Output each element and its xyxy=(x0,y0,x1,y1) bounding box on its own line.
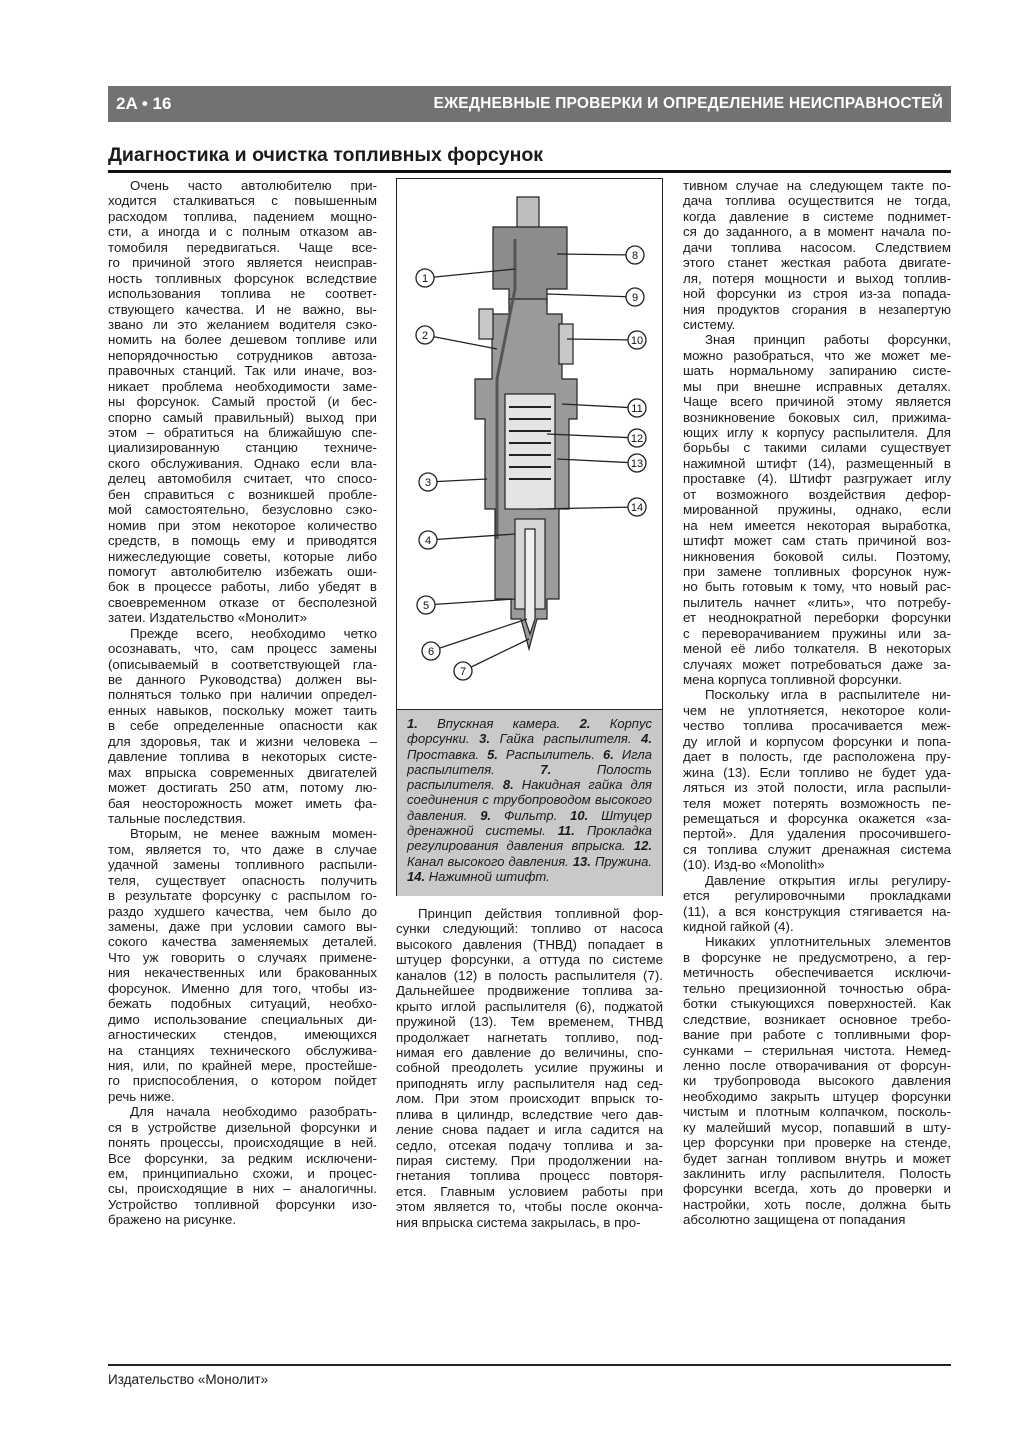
callout-number: 9 xyxy=(631,292,639,304)
caption-item xyxy=(407,716,580,731)
text-line: заклинить иглу распылителя. Полость xyxy=(683,1166,951,1181)
callout-number: 14 xyxy=(630,502,644,514)
text-line: понять процессы, происходящие в ней. xyxy=(108,1135,377,1151)
text-line: в результате форсунку с распылом го- xyxy=(108,888,377,904)
article-title: Диагностика и очистка топливных форсунок xyxy=(108,144,544,166)
paragraph xyxy=(108,626,377,827)
text-line: сти, а иногда и с полным отказом ав- xyxy=(108,224,377,240)
text-line: чество топлива просачивается меж- xyxy=(683,718,951,734)
caption-text: Впускная камера. xyxy=(437,716,561,731)
text-line: помогут автолюбителю избежать оши- xyxy=(108,563,377,579)
caption-text: Гайка распылителя. xyxy=(499,731,632,747)
text-line: метичность обеспечивается исключи- xyxy=(683,965,951,981)
text-line: на станциях технического обслужива- xyxy=(108,1042,377,1058)
text-line: никновения боковой силы. Поэтому, xyxy=(683,548,951,564)
leader-line xyxy=(557,254,635,255)
text-line: енных навыков, поскольку может таить xyxy=(108,702,377,718)
text-line: никает проблема необходимости заме- xyxy=(108,378,377,394)
text-line: в форсунке не предусмотрено, а гер- xyxy=(683,949,951,965)
text-line: форсунки всегда, хоть до проверки и xyxy=(683,1181,951,1197)
text-line: Для начала необходимо разобрать- xyxy=(130,1104,377,1120)
leader-line xyxy=(431,619,527,651)
caption-number: 11. xyxy=(557,823,575,839)
caption-item xyxy=(573,854,652,869)
text-line: ленно после отворачивания от форсун- xyxy=(683,1057,951,1073)
text-line: ление снова падает и игла садится на xyxy=(396,1122,663,1138)
text-column-1 xyxy=(108,178,377,1228)
text-line: ку малейший мусор, попавший в шту- xyxy=(683,1119,951,1135)
text-line: расходом топлива, падением мощно- xyxy=(108,208,377,224)
text-line: с переворачиванием пружины или за- xyxy=(683,625,951,641)
callout-number: 13 xyxy=(630,458,644,470)
text-line: замены, даже при условии самого вы- xyxy=(108,919,377,934)
text-line: ния, или, по крайней мере, простейше- xyxy=(108,1057,377,1073)
text-line: может достигать 250 атм, потому лю- xyxy=(108,780,377,796)
caption-number: 8. xyxy=(502,777,514,793)
text-line: ется регулировочными прокладками xyxy=(683,888,951,904)
caption-text: Игла распылителя. xyxy=(407,746,652,777)
text-line: можно разобраться, что же может ме- xyxy=(683,347,951,363)
running-header xyxy=(108,86,951,122)
caption-number: 3. xyxy=(479,731,490,747)
text-line: для здоровья, так и жизни человека – xyxy=(108,733,377,749)
text-line: чистым и плотным колпачком, посколь- xyxy=(683,1104,951,1120)
caption-item xyxy=(407,869,550,884)
text-line: тельно прецизионной точностью обра- xyxy=(683,980,951,996)
text-line: ремещаться и форсунка окажется «за- xyxy=(683,810,951,826)
text-line: тальные последствия. xyxy=(108,810,247,826)
footer-publisher: Издательство «Монолит» xyxy=(108,1372,269,1387)
caption-number: 12. xyxy=(633,838,652,854)
text-line: мированной пружины, однако, если xyxy=(683,502,951,518)
text-line: форсунок. Именно для того, чтобы из- xyxy=(108,980,377,996)
text-line: ся топлива служит дренажная система xyxy=(683,841,951,857)
text-line: собной преодолеть усилие пружины и xyxy=(396,1060,663,1076)
caption-item xyxy=(480,808,570,823)
text-line: будет загнан топливом внутрь и может xyxy=(683,1150,951,1166)
caption-number: 10. xyxy=(570,807,589,823)
text-line: пружиной (13). Тем временем, ТНВД xyxy=(396,1014,663,1030)
text-line: ния впрыска система закрылась, в про- xyxy=(396,1214,641,1230)
callout-number: 8 xyxy=(631,250,639,262)
text-line: случаях может потребоваться даже за- xyxy=(683,656,951,672)
paragraph xyxy=(396,906,663,1230)
text-line: мой самостоятельно, безусловно сэко- xyxy=(108,502,377,518)
text-line: приподнять иглу распылителя над сед- xyxy=(396,1075,663,1091)
text-line: (10). Изд-во «Monolith» xyxy=(683,857,825,873)
text-line: мах впрыска современных двигателей xyxy=(108,764,377,780)
callout-number: 2 xyxy=(421,330,429,342)
text-line: жина (13). Если топливо не будет уда- xyxy=(683,764,951,780)
text-line: Что уж говорить о случаях примене- xyxy=(108,949,377,965)
caption-item xyxy=(487,747,603,762)
text-line: ем, принципиально схожи, и процес- xyxy=(108,1166,377,1181)
page-number: 2A • 16 xyxy=(116,94,172,113)
text-line: высокого давления (ТНВД) попадает в xyxy=(396,936,663,952)
callout-number: 7 xyxy=(459,666,467,678)
callout-number: 3 xyxy=(424,477,432,489)
caption-text: Прокладка регулирования давления впрыска. xyxy=(407,823,652,854)
callout-number: 12 xyxy=(630,433,644,445)
text-line: нажимной штифт (14), размещенный в xyxy=(683,455,951,471)
injector-diagram xyxy=(397,179,662,709)
text-line: бежать подобных ситуаций, необхо- xyxy=(108,996,377,1012)
text-line: (описываемый в соответствующей гла- xyxy=(108,656,377,672)
paragraph xyxy=(683,934,951,1227)
paragraph xyxy=(108,1104,377,1228)
paragraph xyxy=(108,178,377,626)
text-line: бражено на рисунке. xyxy=(108,1212,237,1228)
caption-number: 1. xyxy=(407,716,418,731)
text-line: осознавать, что, сам процесс замены xyxy=(108,641,377,657)
text-line: номив при этом некоторое количество xyxy=(108,517,377,533)
text-line: гнетания топлива процесс повторя- xyxy=(396,1168,663,1184)
text-line: на нем имеется некоторая выработка, xyxy=(683,517,951,533)
text-line: ве данного Руководства) должен вы- xyxy=(108,672,377,687)
leader-line xyxy=(547,294,635,297)
text-line: продолжает нагнетать топливо, под- xyxy=(396,1029,663,1045)
text-line: в себе определенные опасности как xyxy=(108,718,377,734)
text-line: Дальнейшее продвижение топлива за- xyxy=(396,983,663,999)
caption-text: Полость распылителя. xyxy=(407,761,652,793)
caption-text: Корпус форсунки. xyxy=(407,716,652,747)
text-line: теля может потерять возможность пе- xyxy=(683,795,951,811)
caption-text: Канал высокого давления. xyxy=(407,853,569,869)
text-line: сы, происходящие в них – аналогичны. xyxy=(108,1181,377,1197)
text-line: полняться только при наличии определ- xyxy=(108,687,377,703)
text-line: Очень часто автолюбителю при- xyxy=(130,178,377,193)
text-line: нижеследующие советы, которые либо xyxy=(108,548,377,564)
text-line: бен справиться с возникшей пробле- xyxy=(108,486,377,502)
injector-figure xyxy=(396,178,663,896)
text-line: ходится сталкиваться с повышенным xyxy=(108,193,377,209)
text-line: от возможного воздействия дефор- xyxy=(683,486,951,502)
text-column-2 xyxy=(396,906,663,1230)
callout-number: 11 xyxy=(631,403,643,415)
text-line: настройки, хоть после, должна быть xyxy=(683,1196,951,1212)
text-line: каналов (12) в полость распылителя (7). xyxy=(396,967,663,983)
caption-text: Фильтр. xyxy=(503,807,558,823)
caption-text: Накидная гайка для соединения с трубопроводом высокого давления. xyxy=(407,777,652,823)
text-line: бая неосторожность может иметь фа- xyxy=(108,795,377,811)
text-line: ду иглой и корпусом форсунки и попа- xyxy=(683,733,951,749)
text-line: этом является то, чтобы после оконча- xyxy=(396,1199,663,1215)
footer-rule xyxy=(108,1364,951,1366)
text-line: Чаще всего причиной этому является xyxy=(683,394,951,410)
text-line: ющих иглу к корпусу распылителя. Для xyxy=(683,425,951,440)
text-line: этом – обратиться на ближайшую спе- xyxy=(108,425,377,440)
text-line: этого станет жесткая работа двигате- xyxy=(683,255,951,271)
text-line: плива в цилиндр, вследствие чего дав- xyxy=(396,1106,663,1122)
paragraph xyxy=(683,332,951,687)
text-line: меной её либо толкателя. В некоторых xyxy=(683,641,951,657)
text-line: ся до заданного, а в момент начала по- xyxy=(683,224,951,240)
text-line: штуцер форсунки, а оттуда по системе xyxy=(396,952,663,968)
caption-number: 13. xyxy=(572,853,591,869)
leader-line xyxy=(567,339,637,340)
text-line: правочных станций. Так или иначе, воз- xyxy=(108,363,377,379)
text-line: раздо худшего качества, чем было до xyxy=(108,903,377,919)
text-line: ной форсунки из строя из-за попада- xyxy=(683,286,951,302)
text-line: мена корпуса топливной форсунки. xyxy=(683,672,903,687)
paragraph xyxy=(108,826,377,1104)
text-line: Зная принцип работы форсунки, xyxy=(705,332,951,348)
caption-item xyxy=(479,731,641,746)
text-line: ет неоднократной переборки форсунки xyxy=(683,610,951,626)
text-line: теля, существует опасность получить xyxy=(108,872,377,888)
text-line: но быть готовым к тому, что новый рас- xyxy=(683,579,951,595)
text-line: систему. xyxy=(683,316,736,332)
text-line: Все форсунки, за редким исключени- xyxy=(108,1150,377,1166)
caption-number: 7. xyxy=(540,761,552,777)
text-line: Принцип действия топливной фор- xyxy=(418,906,663,921)
text-line: лом. При этом происходит впрыск то- xyxy=(396,1091,663,1107)
paragraph xyxy=(683,873,951,935)
text-line: пылитель начнет «лить», что потребу- xyxy=(683,594,951,610)
text-line: том, является то, что даже в случае xyxy=(108,841,377,857)
text-line: дает в полость, где расположена пру- xyxy=(683,749,951,765)
paragraph xyxy=(683,687,951,872)
text-line: номить на более дешевом топливе или xyxy=(108,332,377,348)
text-line: нимая его давление до величины, спо- xyxy=(396,1044,663,1060)
caption-number: 6. xyxy=(603,746,614,762)
section-title: ЕЖЕДНЕВНЫЕ ПРОВЕРКИ И ОПРЕДЕЛЕНИЕ НЕИСПРАВНОСТЕЙ xyxy=(433,95,943,112)
text-line: ется. Главным условием работы при xyxy=(396,1183,663,1199)
text-line: непорядочностью сотрудников автоза- xyxy=(108,347,377,363)
paragraph xyxy=(683,178,951,332)
text-line: кидной гайкой (4). xyxy=(683,919,794,934)
text-line: тивном случае на следующем такте по- xyxy=(683,178,951,193)
caption-number: 14. xyxy=(407,868,426,884)
text-line: спорно самый правильный) выход при xyxy=(108,409,377,425)
text-line: мы при внешне исправных деталях. xyxy=(683,378,951,394)
text-line: сунками – стерильная чистота. Немед- xyxy=(683,1042,951,1058)
text-line: агностических стендов, имеющихся xyxy=(108,1027,377,1043)
caption-text: Штуцер дренажной системы. xyxy=(407,807,652,839)
text-line: штифт может сам стать причиной воз- xyxy=(683,533,951,549)
text-line: давление топлива в некоторых систе- xyxy=(108,749,377,765)
text-line: при замене топливных форсунок нуж- xyxy=(683,563,951,579)
text-line: Устройство топливной форсунки изо- xyxy=(108,1196,377,1212)
text-line: ность топливных форсунок вследствие xyxy=(108,270,377,286)
text-line: крыто иглой распылителя (6), поджатой xyxy=(396,998,663,1014)
text-line: речь ниже. xyxy=(108,1088,175,1104)
caption-number: 5. xyxy=(487,746,498,762)
caption-number: 9. xyxy=(480,807,492,823)
callout-number: 5 xyxy=(422,600,430,612)
text-line: циализированную станцию техниче- xyxy=(108,440,377,456)
text-line: своевременном отказе от бесполезной xyxy=(108,594,377,610)
text-line: вание при работе с топливными фор- xyxy=(683,1027,951,1043)
text-line: ния продуктов сгорания в незапертую xyxy=(683,301,951,317)
text-line: следствие, возникает основное требо- xyxy=(683,1011,951,1027)
text-line: ля, потеря мощности и выход топлив- xyxy=(683,270,951,286)
text-line: ся в устройстве дизельной форсунки и xyxy=(108,1119,377,1135)
text-column-3 xyxy=(683,178,951,1228)
text-line: сокого качества заменяемых деталей. xyxy=(108,934,377,950)
text-line: ского обслуживания. Однако если вла- xyxy=(108,455,377,471)
text-line: сунки следующий: топливо от насоса xyxy=(396,921,663,937)
callout-number: 10 xyxy=(630,335,644,347)
leader-line xyxy=(463,639,529,671)
text-line: Поскольку игла в распылителе ни- xyxy=(705,687,951,703)
text-line: абсолютно защищена от попадания xyxy=(683,1212,906,1228)
text-line: Давление открытия иглы регулиру- xyxy=(705,872,951,888)
text-line: необходимо закрыть штуцер форсунки xyxy=(683,1088,951,1104)
text-line: проставке (4). Штифт разгружает иглу xyxy=(683,471,951,487)
callout-number: 4 xyxy=(424,535,432,547)
text-line: затеи. Издательство «Монолит» xyxy=(108,610,308,626)
text-line: димо использование специальных ди- xyxy=(108,1011,377,1027)
text-line: ния некачественных или бракованных xyxy=(108,965,377,981)
callout-number: 6 xyxy=(427,646,435,658)
text-line: звано ли это желанием водителя сэко- xyxy=(108,316,377,332)
figure-caption xyxy=(397,709,662,896)
text-line: го приспособления, о котором пойдет xyxy=(108,1073,377,1089)
text-line: ляться из этой полости, игла распыли- xyxy=(683,780,951,796)
text-line: Прежде всего, необходимо четко xyxy=(130,625,377,641)
leader-line xyxy=(426,599,515,605)
text-line: ны форсунок. Самый простой (и бес- xyxy=(108,394,377,410)
text-line: седло, отсекая подачу топлива и за- xyxy=(396,1137,663,1153)
caption-text: Пружина. xyxy=(594,853,652,869)
text-line: ствующего качества. И не важно, вы- xyxy=(108,301,377,317)
text-line: средств, в помощь ему и приводятся xyxy=(108,533,377,549)
text-line: томобиля передвигаться. Чаще все- xyxy=(108,239,377,255)
text-line: пертой». Для удаления просочившего- xyxy=(683,826,951,842)
text-line: возникновение боковых сил, прижима- xyxy=(683,409,951,425)
caption-number: 2. xyxy=(579,716,591,731)
text-line: цер форсунки при проверке на стенде, xyxy=(683,1135,951,1151)
text-line: борьбы с такими силами существует xyxy=(683,440,951,456)
text-line: Никаких уплотнительных элементов xyxy=(705,934,951,950)
text-line: пирая систему. При продолжении на- xyxy=(396,1153,663,1168)
caption-text: Нажимной штифт. xyxy=(428,868,550,884)
text-line: удачной замены топливного распыли- xyxy=(108,857,377,873)
caption-number: 4. xyxy=(641,731,652,747)
text-line: (11), а вся конструкция стягивается на- xyxy=(683,903,951,919)
text-line: ботки стыкующихся поверхностей. Как xyxy=(683,996,951,1012)
text-line: ки трубопровода высокого давления xyxy=(683,1073,951,1089)
caption-text: Распылитель. xyxy=(505,746,595,762)
text-line: дачи топлива насосом. Следствием xyxy=(683,239,951,255)
text-line: использования топлива не соответ- xyxy=(108,286,377,302)
text-line: бок в процессе работы, либо убедят в xyxy=(108,579,377,595)
title-rule xyxy=(108,170,951,173)
text-line: дача топлива осуществится не тогда, xyxy=(683,193,951,209)
text-line: чем не уплотняется, некоторое коли- xyxy=(683,702,951,718)
callout-number: 1 xyxy=(421,273,429,285)
text-line: когда давление в системе поднимет- xyxy=(683,208,951,224)
text-line: го причиной этого является неисправ- xyxy=(108,255,377,271)
text-line: Вторым, не менее важным момен- xyxy=(130,826,377,842)
text-line: делец автомобиля считает, что спосо- xyxy=(108,471,377,487)
text-line: шать нормальному запиранию систе- xyxy=(683,363,951,379)
caption-text: Проставка. xyxy=(407,746,480,762)
